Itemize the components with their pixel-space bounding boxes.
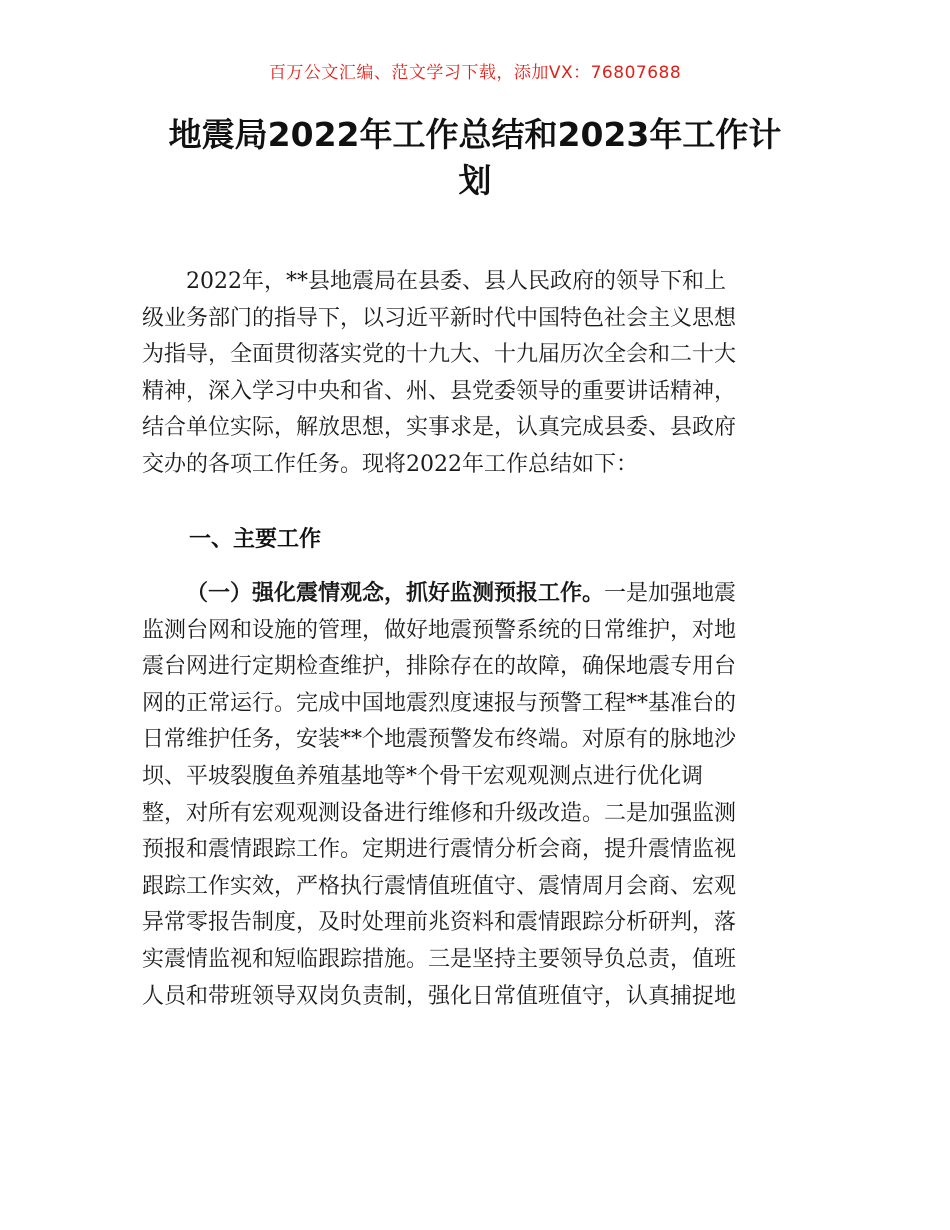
body-line: 实震情监视和短临跟踪措施。三是坚持主要领导负总责，值班 bbox=[142, 946, 737, 972]
body-line: 坝、平坡裂腹鱼养殖基地等*个骨干宏观观测点进行优化调 bbox=[142, 763, 704, 789]
document-title bbox=[130, 112, 820, 204]
intro-line: 级业务部门的指导下，以习近平新时代中国特色社会主义思想 bbox=[142, 305, 737, 331]
intro-line: 为指导，全面贯彻落实党的十九大、十九届历次全会和二十大 bbox=[142, 342, 737, 368]
body-line: 跟踪工作实效，严格执行震情值班值守、震情周月会商、宏观 bbox=[142, 873, 737, 899]
title-line-2: 划 bbox=[458, 161, 492, 200]
intro-paragraph bbox=[142, 264, 814, 484]
body-line: 整，对所有宏观观测设备进行维修和升级改造。二是加强监测 bbox=[142, 800, 737, 826]
promo-banner: 百万公文汇编、范文学习下载，添加VX：76807688 bbox=[268, 63, 682, 83]
subsection-first-line bbox=[142, 576, 814, 613]
intro-line: 精神，深入学习中央和省、州、县党委领导的重要讲话精神， bbox=[142, 378, 737, 404]
intro-line: 结合单位实际，解放思想，实事求是，认真完成县委、县政府 bbox=[142, 415, 737, 441]
intro-line: 交办的各项工作任务。现将2022年工作总结如下： bbox=[142, 451, 638, 477]
subsection-heading: （一）强化震情观念，抓好监测预报工作。 bbox=[186, 581, 605, 606]
title-line-1: 地震局2022年工作总结和2023年工作计 bbox=[168, 115, 782, 154]
subsection-first-line-text: 一是加强地震 bbox=[604, 581, 737, 606]
body-line: 震台网进行定期检查维护，排除存在的故障，确保地震专用台 bbox=[142, 654, 737, 680]
body-line: 监测台网和设施的管理，做好地震预警系统的日常维护，对地 bbox=[142, 617, 737, 643]
section-heading: 一、主要工作 bbox=[189, 527, 322, 552]
body-line: 人员和带班领导双岗负责制，强化日常值班值守，认真捕捉地 bbox=[142, 983, 737, 1009]
subsection-paragraph bbox=[142, 576, 814, 1015]
body-line: 异常零报告制度，及时处理前兆资料和震情跟踪分析研判，落 bbox=[142, 910, 737, 936]
body-line: 预报和震情跟踪工作。定期进行震情分析会商，提升震情监视 bbox=[142, 837, 737, 863]
intro-line: 2022年，**县地震局在县委、县人民政府的领导下和上 bbox=[186, 269, 726, 294]
body-line: 日常维护任务，安装**个地震预警发布终端。对原有的脉地沙 bbox=[142, 727, 737, 753]
body-line: 网的正常运行。完成中国地震烈度速报与预警工程**基准台的 bbox=[142, 690, 737, 716]
